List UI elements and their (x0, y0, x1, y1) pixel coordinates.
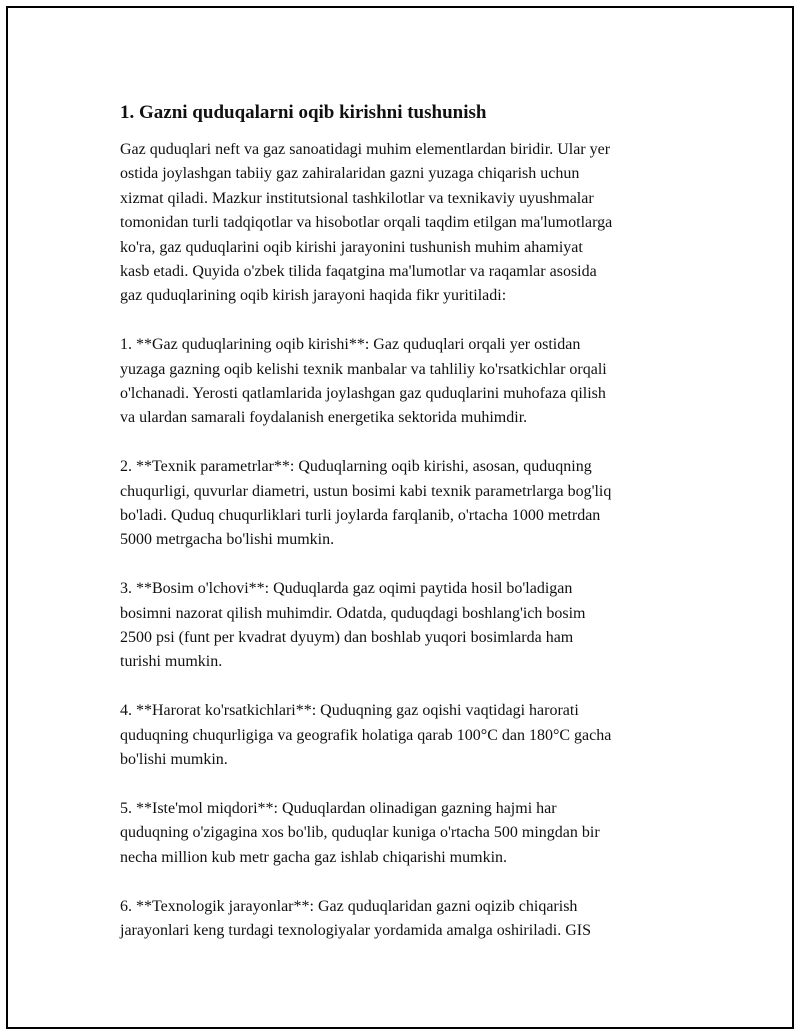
text-line: tomonidan turli tadqiqotlar va hisobotlar orqali taqdim etilgan ma'lumotlarga (120, 214, 613, 232)
paragraph (120, 455, 700, 553)
document-body (120, 100, 700, 968)
text-line: quduqning o'zigagina xos bo'lib, quduqlar kuniga o'rtacha 500 mingdan bir (120, 824, 600, 842)
text-line: 3. **Bosim o'lchovi**: Quduqlarda gaz oqimi paytida hosil bo'ladigan (120, 580, 573, 598)
text-line: 2500 psi (funt per kvadrat dyuym) dan boshlab yuqori bosimlarda ham (120, 629, 574, 647)
text-line: bosimni nazorat qilish muhimdir. Odatda, quduqdagi boshlang'ich bosim (120, 604, 586, 622)
text-line: Gaz quduqlari neft va gaz sanoatidagi muhim elementlardan biridir. Ular yer (120, 141, 611, 158)
paragraph (120, 333, 700, 431)
text-line: kasb etadi. Quyida o'zbek tilida faqatgina ma'lumotlar va raqamlar asosida (120, 263, 597, 281)
section-heading: 1. Gazni quduqalarni oqib kirishni tushunish (120, 102, 487, 123)
text-line: 2. **Texnik parametrlar**: Quduqlarning oqib kirishi, asosan, quduqning (120, 458, 592, 476)
text-line: bo'ladi. Quduq chuqurliklari turli joylarda farqlanib, o'rtacha 1000 metrdan (120, 507, 601, 525)
text-line: necha million kub metr gacha gaz ishlab chiqarishi mumkin. (120, 848, 508, 866)
paragraph (120, 699, 700, 772)
text-line: 5000 metrgacha bo'lishi mumkin. (120, 531, 335, 549)
text-line: ko'ra, gaz quduqlarini oqib kirishi jarayonini tushunish muhim ahamiyat (120, 238, 583, 256)
text-line: chuqurligi, quvurlar diametri, ustun bosimi kabi texnik parametrlarga bog'liq (120, 482, 612, 500)
text-line: 1. **Gaz quduqlarining oqib kirishi**: Gaz quduqlari orqali yer ostidan (120, 336, 581, 354)
text-line: xizmat qiladi. Mazkur institutsional tashkilotlar va texnikaviy uyushmalar (120, 189, 594, 207)
text-line: turishi mumkin. (120, 653, 223, 671)
text-line: o'lchanadi. Yerosti qatlamlarida joylashgan gaz quduqlarini muhofaza qilish (120, 385, 606, 403)
text-line: ostida joylashgan tabiiy gaz zahiralaridan gazni yuzaga chiqarish uchun (120, 165, 580, 183)
text-line: 4. **Harorat ko'rsatkichlari**: Quduqning gaz oqishi vaqtidagi harorati (120, 702, 579, 720)
page-frame (6, 6, 794, 1029)
text-line: va ulardan samarali foydalanish energetika sektorida muhimdir. (120, 409, 528, 427)
paragraph (120, 577, 700, 675)
text-line: 5. **Iste'mol miqdori**: Quduqlardan olinadigan gazning hajmi har (120, 799, 557, 817)
paragraph (120, 797, 700, 870)
text-line: bo'lishi mumkin. (120, 751, 228, 769)
text-line: gaz quduqlarining oqib kirish jarayoni haqida fikr yuritiladi: (120, 287, 507, 305)
text-line: jarayonlari keng turdagi texnologiyalar yordamida amalga oshiriladi. GIS (120, 921, 591, 939)
text-line: yuzaga gazning oqib kelishi texnik manbalar va tahliliy ko'rsatkichlar orqali (120, 360, 607, 378)
paragraph (120, 895, 700, 944)
text-line: 6. **Texnologik jarayonlar**: Gaz quduqlaridan gazni oqizib chiqarish (120, 897, 578, 915)
paragraph-list (120, 138, 700, 943)
paragraph (120, 138, 700, 309)
text-line: quduqning chuqurligiga va geografik holatiga qarab 100°C dan 180°C gacha (120, 726, 612, 744)
